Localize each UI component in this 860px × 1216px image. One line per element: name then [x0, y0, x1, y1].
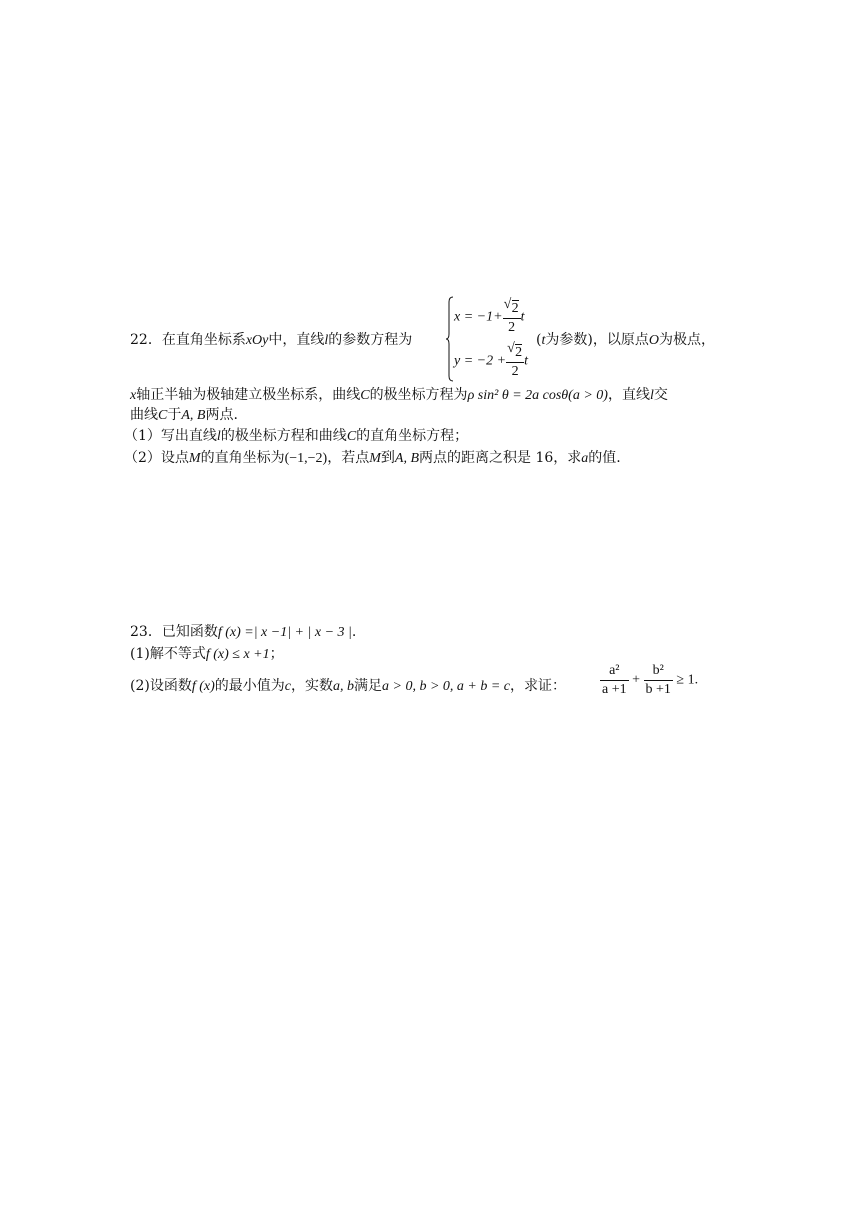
text: .: [351, 624, 357, 640]
text: 两点的距离之积是 16，求: [419, 450, 582, 466]
problem-23-line-1: [130, 622, 356, 643]
text: 的极坐标方程和曲线: [220, 428, 347, 444]
text: （2）设点: [124, 450, 189, 466]
problem-22-number: 22．: [130, 332, 162, 348]
inequality: f (x) ≤ x +1: [205, 647, 270, 662]
condition: a > 0, b > 0, a + b = c: [382, 679, 511, 694]
math-l: l: [649, 388, 654, 403]
math-fx: f (x): [191, 679, 215, 694]
math-t: t: [541, 333, 546, 348]
text: 已知函数: [161, 624, 218, 640]
text: ，若点: [327, 450, 370, 466]
text: 满足: [354, 678, 382, 694]
param-eq-x: [454, 300, 524, 335]
plus-sign: +: [632, 672, 641, 688]
param-t: t: [520, 309, 525, 325]
fraction-denominator: 2: [508, 320, 516, 335]
math-O: O: [648, 333, 659, 348]
problem-22-line-3: [130, 405, 238, 426]
text: 两点.: [205, 407, 238, 423]
text: ，实数: [291, 678, 333, 694]
fraction-b: [644, 664, 673, 697]
fraction-numerator: b²: [644, 664, 673, 681]
fraction-a: [600, 664, 629, 697]
text: 的极坐标方程为: [369, 387, 468, 403]
polar-equation: ρ sin² θ = 2a cosθ(a > 0): [467, 388, 608, 403]
sqrt-radicand: 2: [515, 345, 523, 360]
problem-22-line-1: [130, 330, 412, 351]
sqrt2-over-2-fraction: [503, 300, 521, 335]
text: 曲线: [130, 407, 158, 423]
math-a: a: [581, 451, 589, 466]
inequality-to-prove: [600, 664, 698, 697]
fraction-denominator: 2: [511, 364, 519, 379]
math-ab: a, b: [333, 679, 354, 694]
math-M: M: [369, 451, 381, 466]
eq-x-lhs: x = −1+: [454, 309, 503, 325]
text: 的直角坐标为: [200, 450, 285, 466]
text: 到: [380, 450, 395, 466]
math-coord: (−1,−2): [284, 451, 328, 466]
text: 的参数方程为: [328, 332, 413, 348]
sqrt2-over-2-fraction: [506, 344, 524, 379]
sqrt-radicand: 2: [511, 301, 519, 316]
text: 在直角坐标系: [161, 332, 246, 348]
text: 于: [167, 407, 182, 423]
problem-23-question-1: [130, 644, 284, 665]
fraction-numerator: a²: [600, 664, 629, 681]
math-l: l: [216, 429, 221, 444]
math-M: M: [188, 451, 201, 466]
param-t: t: [524, 353, 528, 369]
math-c: c: [284, 679, 291, 694]
text: 的最小值为: [214, 678, 285, 694]
geq-one: ≥ 1: [676, 672, 695, 688]
problem-22-line-1-tail: [536, 330, 715, 351]
function-definition: f (x) =| x −1| + | x − 3 |: [217, 625, 352, 640]
text: 为极点，: [658, 332, 715, 348]
text: （1）写出直线: [124, 428, 217, 444]
math-AB: A, B: [181, 408, 206, 423]
math-AB: A, B: [394, 451, 419, 466]
problem-22-question-1: [124, 426, 468, 447]
text: 轴正半轴为极轴建立极坐标系，曲线: [136, 387, 361, 403]
text: .: [694, 672, 699, 688]
math-l: l: [324, 333, 329, 348]
fraction-denominator: b +1: [645, 682, 671, 697]
text: 为参数)，以原点: [545, 332, 649, 348]
problem-23-question-2: [130, 676, 566, 697]
text: (2)设函数: [130, 678, 192, 694]
text: 交: [653, 387, 668, 403]
fraction-denominator: a +1: [602, 682, 627, 697]
eq-y-lhs: y = −2 +: [454, 353, 507, 369]
param-eq-y: [454, 344, 528, 379]
math-x: x: [130, 388, 137, 403]
text: ；: [269, 646, 284, 662]
math-C: C: [360, 388, 370, 403]
text: (1)解不等式: [130, 646, 206, 662]
text: ，求证：: [510, 678, 567, 694]
text: (: [536, 332, 542, 348]
left-brace-icon: [446, 296, 454, 382]
text: 的直角坐标方程；: [356, 428, 469, 444]
math-C: C: [346, 429, 357, 444]
problem-22-question-2: [124, 448, 621, 469]
text: 中，直线: [268, 332, 325, 348]
problem-23-number: 23．: [130, 624, 162, 640]
parametric-system: [446, 296, 536, 384]
text: ，直线: [607, 387, 650, 403]
math-C: C: [158, 408, 168, 423]
problem-22-line-2: [130, 385, 668, 406]
math-xOy: xOy: [245, 333, 269, 348]
text: 的值.: [588, 450, 621, 466]
